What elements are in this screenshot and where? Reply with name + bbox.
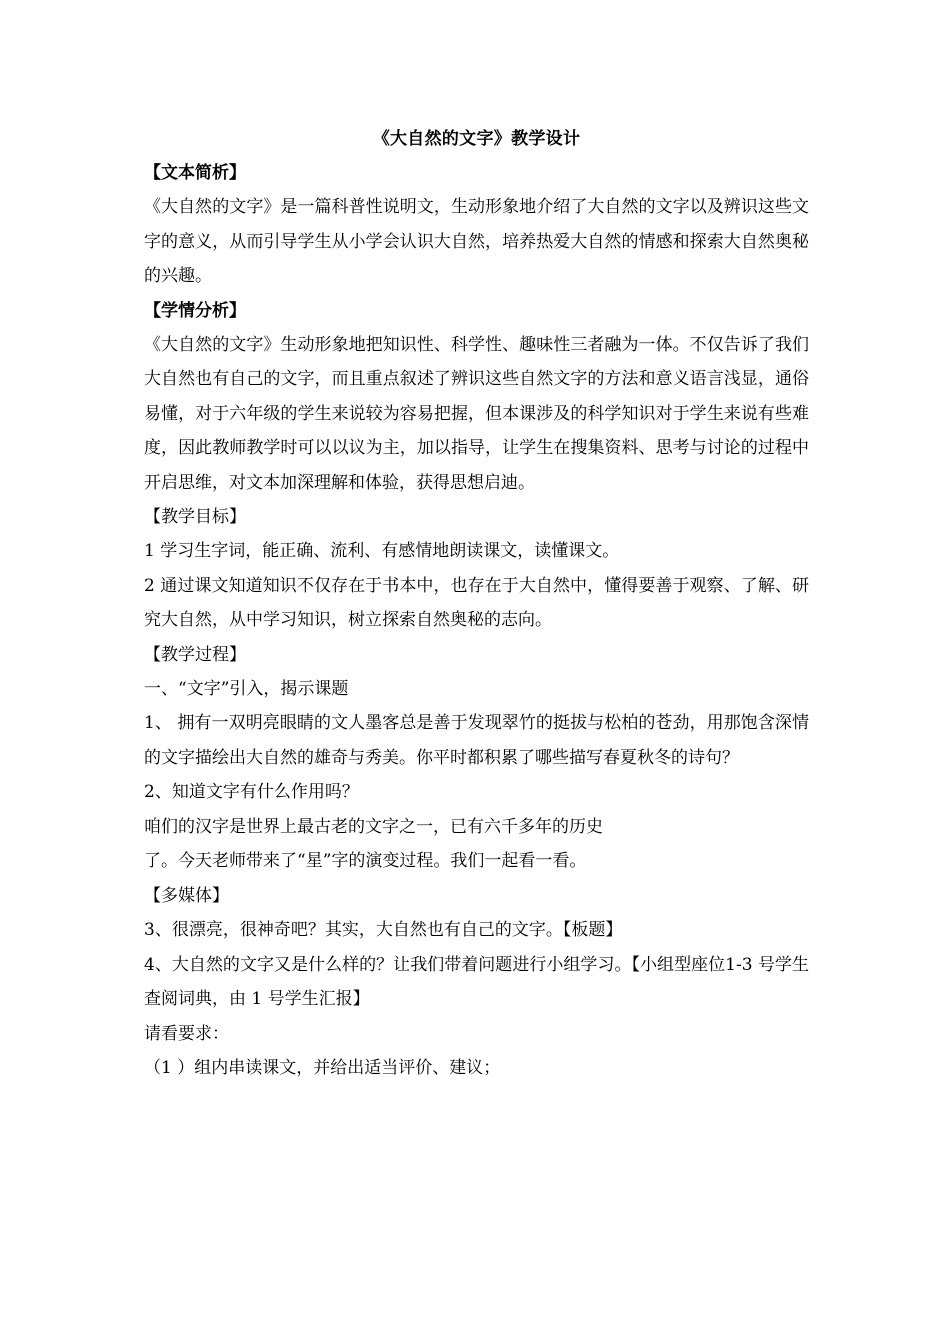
student-analysis-paragraph: 《大自然的文字》生动形象地把知识性、科学性、趣味性三者融为一体。不仅告诉了我们大自然也有自己的文字，而且重点叙述了辨识这些自然文字的方法和意义语言浅显，通俗易懂，对于六年级的学生来说较为容易把握，但本课涉及的科学知识对于学生来说有些难度，因此教师教学时可以以议为主，加以指导，让学生在搜集资料、思考与讨论的过程中开启思维，对文本加深理解和体验，获得思想启迪。 — [144, 334, 809, 493]
process-item-2-line-a: 咱们的汉字是世界上最古老的文字之一，已有六千多年的历史 — [144, 816, 603, 837]
teaching-goals-heading: 【教学目标】 — [144, 507, 246, 527]
student-analysis-heading: 【学情分析】 — [144, 300, 246, 321]
multimedia-label: 【多媒体】 — [144, 885, 229, 906]
text-analysis-heading: 【文本简析】 — [144, 163, 246, 183]
requirements-label: 请看要求： — [144, 1023, 229, 1044]
process-item-4: 4、大自然的文字又是什么样的？让我们带着问题进行小组学习。【小组型座位1-3 号学生查阅词典，由 1 号学生汇报】 — [144, 954, 809, 1009]
process-step-title: 一、“文字”引入，揭示课题 — [144, 678, 349, 699]
requirement-1: （1 ）组内串读课文，并给出适当评价、建议； — [144, 1058, 501, 1078]
teaching-goal-1: 1 学习生字词，能正确、流利、有感情地朗读课文，读懂课文。 — [144, 541, 620, 561]
process-item-1: 1、 拥有一双明亮眼睛的文人墨客总是善于发现翠竹的挺拔与松柏的苍劲，用那饱含深情的文字描绘出大自然的雄奇与秀美。你平时都积累了哪些描写春夏秋冬的诗句？ — [144, 713, 809, 768]
process-item-2: 2、知道文字有什么作用吗？ — [144, 782, 359, 802]
teaching-process-heading: 【教学过程】 — [144, 644, 246, 665]
process-item-2-line-b: 了。今天老师带来了“星”字的演变过程。我们一起看一看。 — [144, 851, 587, 871]
process-item-3: 3、很漂亮，很神奇吧？其实，大自然也有自己的文字。【板题】 — [144, 920, 623, 940]
document-title: 《大自然的文字》教学设计 — [372, 129, 581, 149]
text-analysis-paragraph: 《大自然的文字》是一篇科普性说明文，生动形象地介绍了大自然的文字以及辨识这些文字的意义，从而引导学生从小学会认识大自然，培养热爱大自然的情感和探索大自然奥秘的兴趣。 — [144, 197, 809, 286]
teaching-goal-2: 2 通过课文知道知识不仅存在于书本中，也存在于大自然中，懂得要善于观察、了解、研究大自然，从中学习知识，树立探索自然奥秘的志向。 — [144, 575, 809, 630]
document-body — [144, 124, 809, 1086]
